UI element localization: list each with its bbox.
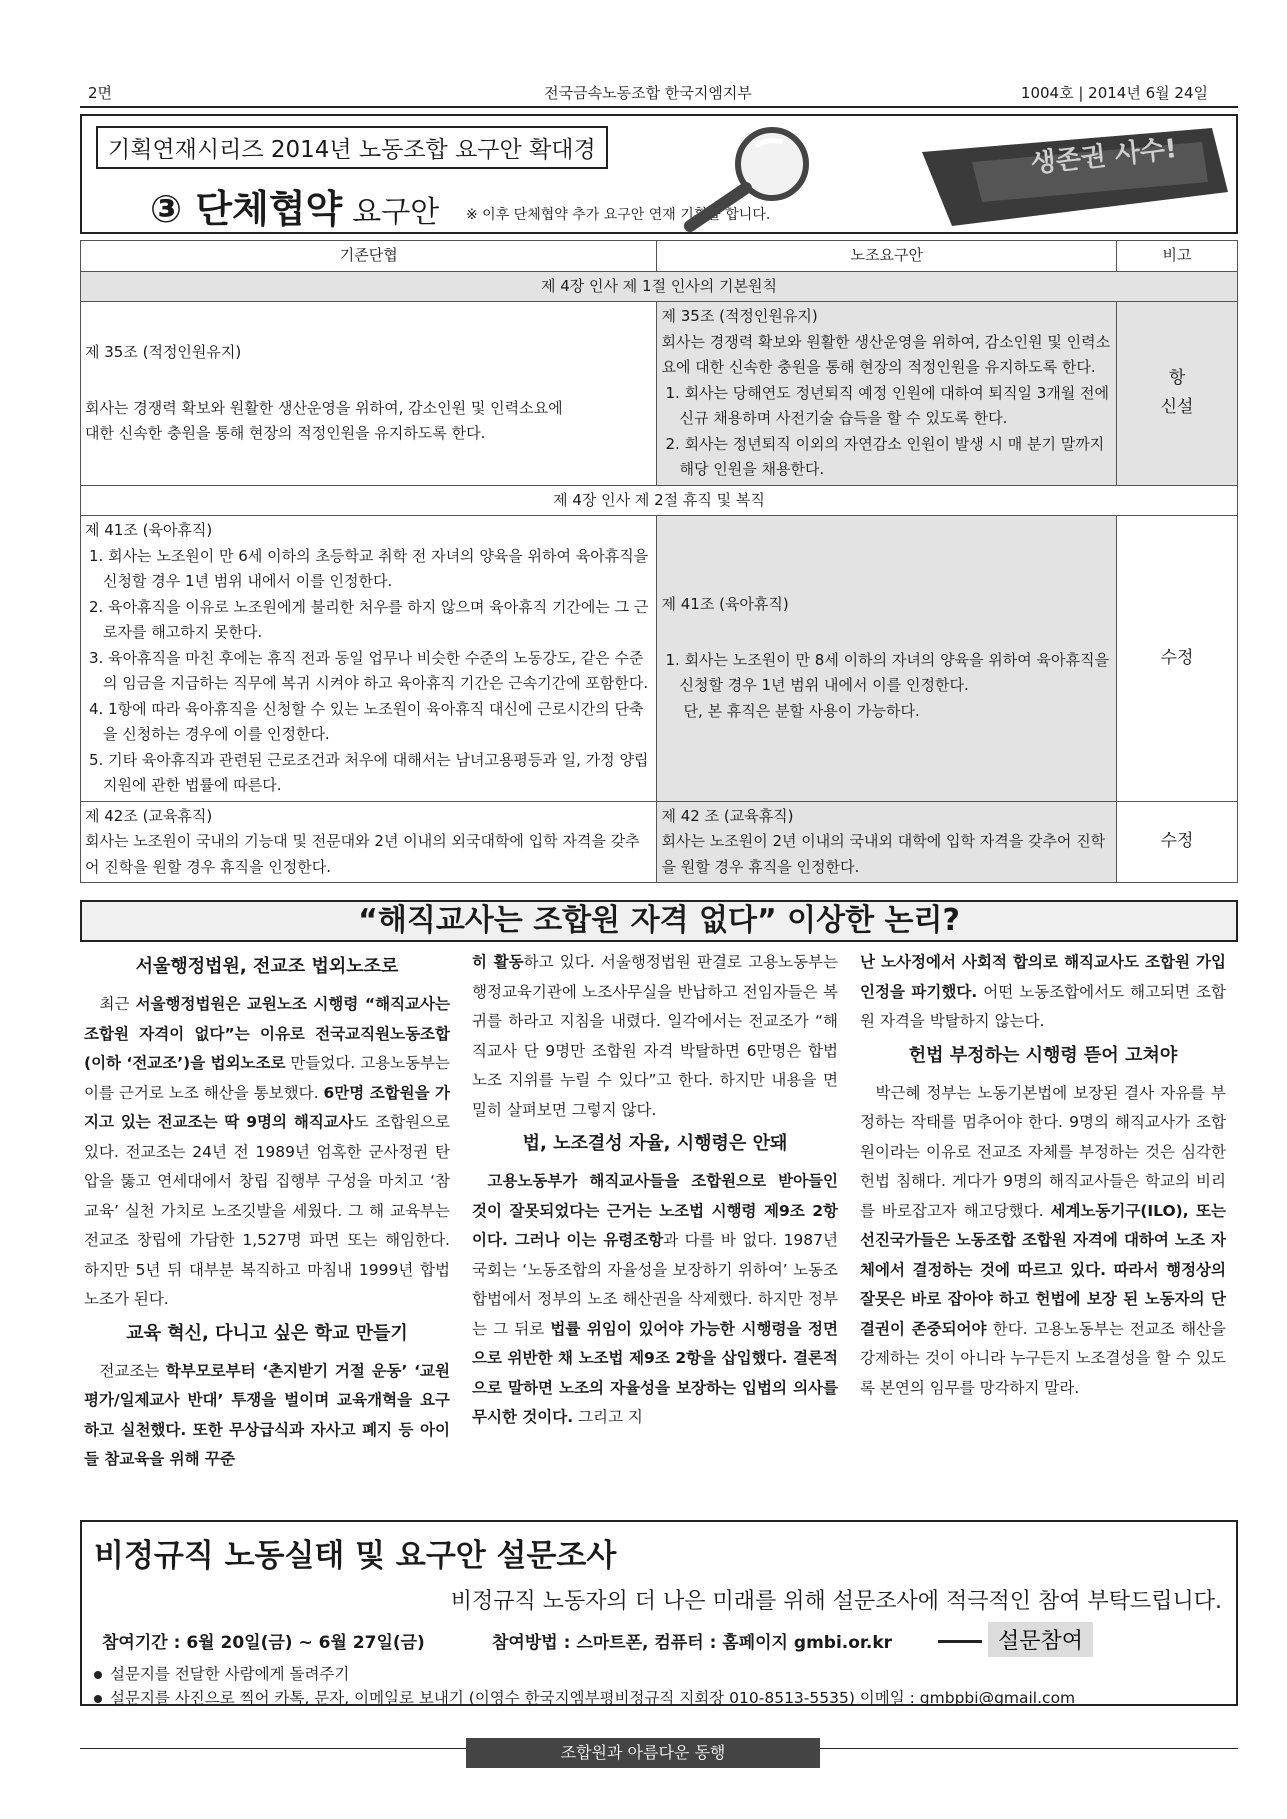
text-run: 박근혜 정부는 노동기본법에 보장된 결사 자유를 부정하는 작태를 멈추어야 한다. 9명의 해직교사가 조합원이라는 이유로 전교조 자체를 부정하는 것은 심각한 헌법 침해다. 게다가 9명의 해직교사들은 학교의 비리를 바로잡고자 해고당했다. [860, 1083, 1226, 1220]
table-header-row [81, 241, 1238, 272]
bold-run: 고용노동부가 해직교사들을 조합원으로 받아들인 것이 잘못되었다는 근거는 노조법 시행령 제9조 2항이다. 그러나 이는 유령조항 [472, 1172, 838, 1249]
row2-left-item-5: 5. 기타 육아휴직과 관련된 근로조건과 처우에 대해서는 남녀고용평등과 일, 가정 양립지원에 관한 법률에 따른다. [89, 750, 649, 794]
series-banner [80, 114, 1238, 234]
section-title-1: 제 4장 인사 제 1절 인사의 기본원칙 [81, 271, 1238, 302]
spacer [661, 618, 1112, 648]
text-run: 최근 [99, 995, 136, 1013]
survey-title: 비정규직 노동실태 및 요구안 설문조사 [94, 1538, 617, 1574]
bullet-text: 설문지를 전달한 사람에게 돌려주기 [110, 1665, 350, 1683]
dash-line [938, 1640, 982, 1643]
table-row [81, 302, 1238, 486]
row2-note: 수정 [1117, 516, 1238, 802]
survey-subtitle: 비정규직 노동자의 더 나은 미래를 위해 설문조사에 적극적인 참여 부탁드립니다. [450, 1589, 1222, 1614]
page-number: 2면 [88, 84, 113, 102]
subheading: 교육 혁신, 다니고 싶은 학교 만들기 [126, 1322, 408, 1344]
col-header-union: 노조요구안 [657, 241, 1117, 272]
row3-right-body: 회사는 노조원이 2년 이내의 국내외 대학에 입학 자격을 갖추어 진학을 원할 경우 휴직을 인정한다. [661, 832, 1106, 876]
paragraph [472, 948, 838, 1125]
spacer [85, 366, 652, 396]
survey-method: 참여방법 : 스마트폰, 컴퓨터 : 홈페이지 gmbi.or.kr [492, 1633, 893, 1653]
subheading: 법, 노조결성 자율, 시행령은 안돼 [522, 1133, 788, 1154]
publisher: 전국금속노동조합 한국지엠지부 [544, 84, 752, 102]
subheading: 서울행정법원, 전교조 법외노조로 [135, 956, 399, 977]
article-column-3 [860, 948, 1226, 1403]
row1-right-item-2: 2. 회사는 정년퇴직 이외의 자연감소 인원이 발생 시 매 분기 말까지 해당 인원을 채용한다. [665, 434, 1105, 478]
row1-left-title: 제 35조 (적정인원유지) [85, 343, 242, 361]
bullet-icon [94, 1671, 102, 1679]
paragraph [84, 1357, 450, 1475]
text-run: 한다. 고용노동부는 전교조 해산을 강제하는 것이 아니라 누구든지 노조결성을 할 수 있도록 본연의 임무를 망각하지 말라. [860, 1319, 1226, 1397]
subheading: 헌법 부정하는 시행령 뜯어 고쳐야 [908, 1044, 1178, 1066]
bold-run: 법률 위임이 있어야 가능한 시행령을 정면으로 위반한 채 노조법 제9조 2항을 삽입했다. 결론적으로 말하면 노조의 자율성을 보장하는 입법의 의사를 무시한 것이다. [472, 1319, 838, 1426]
row2-right-item-b: 단, 본 휴직은 분할 사용이 가능하다. [683, 701, 920, 720]
survey-period: 참여기간 : 6월 20일(금) ~ 6월 27일(금) [102, 1633, 425, 1653]
banner-subtitle [150, 178, 439, 233]
article-column-2 [472, 948, 838, 1433]
row1-note-2: 신설 [1160, 397, 1194, 418]
text-run: 과 다를 바 없다. 1987년 국회는 ‘노동조합의 자율성을 보장하기 위하여’ 노동조합법에서 정부의 노조 해산권을 삭제했다. 하지만 정부는 그 뒤로 [472, 1231, 838, 1338]
survey-bullet-1 [94, 1662, 349, 1684]
text-run: 도 조합원으로 있다. 전교조는 24년 전 1989년 엄혹한 군사정권 탄압을 뚫고 연세대에서 창립 집행부 구성을 마치고 ‘참교육’ 실천 가치로 노조깃발을 세웠다. 그 해 교육부는 전교조 창립에 가담한 1,527명 파면 또는 해임한다. 하지만 5년 뒤 대부분 복직하고 마침내 1999년 합법 노조가 된다. [84, 1113, 450, 1308]
text-run: 전교조는 [99, 1361, 166, 1380]
row3-left-body: 회사는 노조원이 국내의 기능대 및 전문대와 2년 이내의 외국대학에 입학 자격을 갖추어 진학을 원할 경우 휴직을 인정한다. [85, 832, 640, 876]
row2-right [657, 516, 1117, 802]
article-column-1 [84, 948, 450, 1475]
row1-left-body-2: 대한 신속한 충원을 통해 현장의 적정인원을 유지하도록 한다. [85, 424, 486, 442]
row1-right-item-1: 1. 회사는 당해연도 정년퇴직 예정 인원에 대하여 퇴직일 3개월 전에 신규 채용하며 사전기술 습득을 할 수 있도록 한다. [665, 383, 1109, 427]
header-rule [80, 106, 1238, 108]
row3-right-title: 제 42 조 (교육휴직) [661, 806, 794, 825]
table-row [81, 516, 1238, 802]
bullet-icon [94, 1695, 102, 1703]
series-title: 기획연재시리즈 2014년 노동조합 요구안 확대경 [96, 126, 608, 169]
row1-right [657, 302, 1117, 486]
row2-left [81, 516, 657, 802]
row2-left-item-4: 4. 1항에 따라 육아휴직을 신청할 수 있는 노조원이 육아휴직 대신에 근로시간의 단축을 신청하는 경우에 이를 인정한다. [89, 699, 644, 743]
section-row [81, 485, 1238, 516]
article-body [80, 948, 1238, 1508]
article-title: “해직교사는 조합원 자격 없다” 이상한 논리? [80, 900, 1238, 942]
text-run: 만들었다. 고용노동부는 이를 근거로 노조 해산을 통보했다. [84, 1054, 450, 1102]
row2-left-item-3: 3. 육아휴직을 마친 후에는 휴직 전과 동일 업무나 비슷한 수준의 노동강도, 같은 수준의 임금을 지급하는 직무에 복귀 시켜야 하고 육아휴직 기간은 근속기간에 포함한다. [89, 648, 649, 692]
row1-right-title: 제 35조 (적정인원유지) [661, 307, 818, 325]
table-row [81, 801, 1238, 883]
row3-left-title: 제 42조 (교육휴직) [85, 806, 213, 825]
survey-box [80, 1520, 1238, 1706]
row1-left-body-1: 회사는 경쟁력 확보와 원활한 생산운영을 위하여, 감소인원 및 인력소요에 [85, 398, 563, 417]
row2-left-item-2: 2. 육아휴직을 이유로 노조원에게 불리한 처우를 하지 않으며 육아휴직 기간에는 그 근로자를 해고하지 못한다. [89, 597, 649, 641]
survey-bullet-2 [94, 1686, 1075, 1708]
bold-run: 히 활동 [472, 953, 524, 971]
comparison-table [80, 240, 1238, 883]
col-header-existing: 기존단협 [81, 241, 657, 272]
sign-text: 생존권 사수! [1029, 134, 1179, 180]
row3-left [81, 801, 657, 883]
row1-note-1: 항 [1168, 368, 1186, 389]
section-row [81, 271, 1238, 302]
row2-right-item: 1. 회사는 노조원이 만 8세 이하의 자녀의 양육을 위하여 육아휴직을 신청할 경우 1년 범위 내에서 이를 인정한다. [665, 650, 1109, 695]
row1-right-body: 회사는 경쟁력 확보와 원활한 생산운영을 위하여, 감소인원 및 인력소요에 대한 신속한 충원을 통해 현장의 적정인원을 유지하도록 한다. [661, 332, 1111, 376]
subtitle-main: ③ 단체협약 [150, 187, 343, 231]
paragraph [860, 948, 1226, 1037]
row3-right [657, 801, 1117, 883]
text-run: 하고 있다. 서울행정법원 판결로 고용노동부는 행정교육기관에 노조사무실을 반납하고 전임자들은 복귀를 하라고 지침을 내렸다. 일각에서는 전교조가 “해직교사 단 9명만 조합원 자격 박탈하면 6만명은 합법 노조 지위를 누릴 수 있다”고 한다. 하지만 내용을 면밀히 살펴보면 그렇지 않다. [472, 953, 838, 1119]
survey-participate-button[interactable]: 설문참여 [988, 1622, 1093, 1657]
row1-left [81, 302, 657, 486]
bold-run: 학부모로부터 ‘촌지받기 거절 운동’ ‘교원평가/일제교사 반대’ 투쟁을 벌이며 교육개혁을 요구하고 실천했다. 또한 무상급식과 자사고 폐지 등 아이들 참교육을 위해 꾸준 [84, 1361, 450, 1468]
bullet-text: 설문지를 사진으로 찍어 카톡, 문자, 이메일로 보내기 (이영수 한국지엠부평비정규직 지회장 010-8513-5535) 이메일 : gmbpbi@gmail.com [110, 1689, 1076, 1707]
row2-right-title: 제 41조 (육아휴직) [661, 595, 789, 614]
row2-left-title: 제 41조 (육아휴직) [85, 521, 213, 539]
footer-slogan: 조합원과 아름다운 동행 [466, 1738, 820, 1768]
page-header [88, 82, 1208, 104]
issue-date: 1004호 | 2014년 6월 24일 [1020, 84, 1208, 102]
magnifier-icon [672, 122, 832, 232]
bold-run: 서울행정법원은 교원노조 시행령 “해직교사는 조합원 자격이 없다”는 이유로 전국교직원노동조합(이하 ‘전교조’)을 법외노조로 [84, 995, 450, 1072]
paragraph [472, 1167, 838, 1433]
text-run: 어떤 노동조합에서도 해고되면 조합원 자격을 박탈하지 않는다. [860, 982, 1226, 1030]
bold-run: 세계노동기구(ILO), 또는 선진국가들은 노동조합 조합원 자격에 대하여 노조 자체에서 결정하는 것에 따르고 있다. 따라서 행정상의 잘못은 바로 잡아야 하고 헌법에 보장 된 노동자의 단결권이 존중되어야 [860, 1201, 1226, 1338]
paragraph [84, 990, 450, 1315]
col-header-note: 비고 [1117, 241, 1238, 272]
subtitle-suffix: 요구안 [352, 195, 440, 230]
bold-run: 난 노사정에서 사회적 합의로 해직교사도 조합원 가입 인정을 파기했다. [860, 953, 1226, 1001]
text-run: 그리고 지 [573, 1408, 643, 1426]
row2-left-item-1: 1. 회사는 노조원이 만 6세 이하의 초등학교 취학 전 자녀의 양육을 위하여 육아휴직을 신청할 경우 1년 범위 내에서 이를 인정한다. [89, 546, 649, 590]
row1-note [1117, 302, 1238, 486]
row3-note: 수정 [1117, 801, 1238, 883]
bold-run: 6만명 조합원을 가지고 있는 전교조는 딱 9명의 해직교사 [84, 1083, 451, 1131]
paragraph [860, 1079, 1226, 1404]
section-title-2: 제 4장 인사 제 2절 휴직 및 복직 [81, 485, 1238, 516]
banner-note: ※ 이후 단체협약 추가 요구안 연재 기획을 합니다. [466, 207, 771, 223]
protest-sign-icon [912, 122, 1232, 228]
